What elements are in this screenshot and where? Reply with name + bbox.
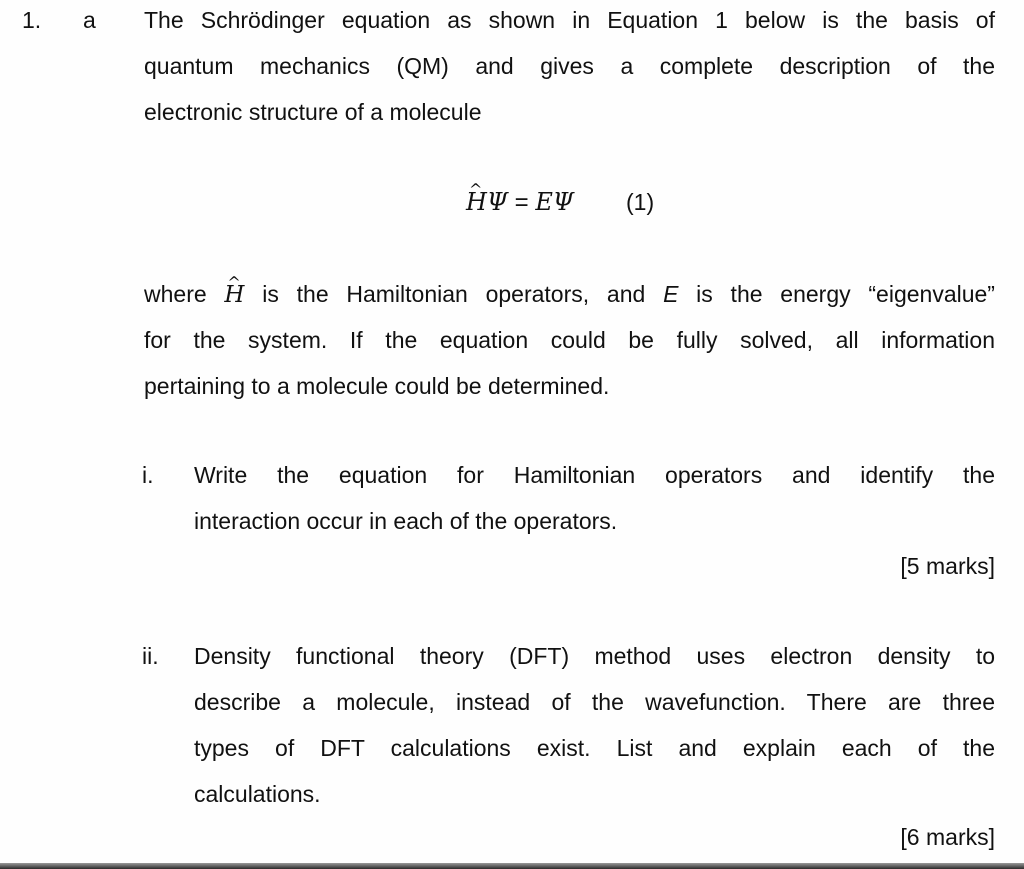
subquestion-line: Write the equation for Hamiltonian operators and identify the [194, 462, 995, 488]
marks-ii: [6 marks] [900, 824, 995, 850]
subquestion-line: types of DFT calculations exist. List and explain each of the [194, 735, 995, 761]
subquestion-label-i: i. [142, 462, 154, 488]
energy-symbol: E [663, 281, 679, 307]
question-part: a [83, 7, 96, 33]
page-bottom-edge [0, 863, 1024, 869]
question-number: 1. [22, 7, 42, 33]
subquestion-line: calculations. [194, 781, 321, 807]
where-middle: is the Hamiltonian operators, and [244, 281, 664, 307]
equation-rhs: EΨ [535, 188, 574, 216]
where-paragraph [144, 271, 995, 409]
intro-line: quantum mechanics (QM) and gives a complete description of the [144, 53, 995, 79]
subquestion-line: Density functional theory (DFT) method uses electron density to [194, 643, 995, 669]
equation-psi: Ψ [486, 188, 508, 216]
where-line-2: for the system. If the equation could be fully solved, all information [144, 327, 995, 353]
subquestion-ii [194, 633, 995, 817]
equation-label: (1) [626, 189, 655, 215]
where-prefix: where [144, 281, 225, 307]
where-suffix: is the energy “eigenvalue” [678, 281, 995, 307]
subquestion-label-ii: ii. [142, 643, 159, 669]
schrodinger-equation [466, 179, 574, 226]
hamiltonian-operator: ^ H [466, 179, 487, 225]
intro-line: The Schrödinger equation as shown in Equation 1 below is the basis of [144, 7, 995, 33]
intro-line: electronic structure of a molecule [144, 99, 482, 125]
subquestion-line: interaction occur in each of the operators. [194, 508, 618, 534]
intro-paragraph [144, 0, 995, 135]
subquestion-i [194, 452, 995, 544]
where-line-1 [144, 271, 995, 317]
marks-i: [5 marks] [900, 553, 995, 579]
subquestion-line: describe a molecule, instead of the wavefunction. There are three [194, 689, 995, 715]
equation-equals: = [507, 189, 536, 216]
hamiltonian-symbol: ^ H [224, 272, 244, 318]
where-line-3: pertaining to a molecule could be determined. [144, 373, 610, 399]
